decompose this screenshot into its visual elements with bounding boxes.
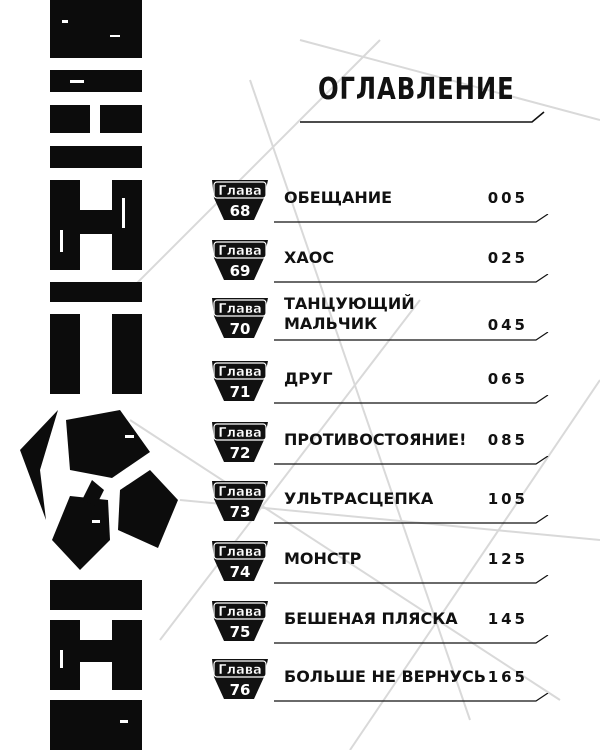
chapter-badge-label: Глава	[218, 244, 262, 259]
chapter-badge-icon	[210, 537, 270, 583]
chapter-badge-icon	[210, 655, 270, 701]
chapter-badge-label: Глава	[218, 302, 262, 317]
chapter-badge-icon	[210, 418, 270, 464]
entry-underline	[274, 515, 550, 525]
chapter-entry[interactable]	[210, 597, 550, 643]
chapter-page-number: 025	[487, 249, 528, 267]
title-underline	[300, 110, 545, 124]
chapter-title: УЛЬТРАСЦЕПКА	[284, 489, 434, 508]
chapter-number: 76	[229, 681, 251, 699]
chapter-badge-label: Глава	[218, 426, 262, 441]
chapter-title: ТАНЦУЮЩИЙ МАЛЬЧИК	[284, 294, 415, 333]
chapter-title: ПРОТИВОСТОЯНИЕ!	[284, 430, 467, 449]
chapter-page-number: 125	[487, 550, 528, 568]
chapter-title: ХАОС	[284, 248, 335, 267]
chapter-badge-label: Глава	[218, 663, 262, 678]
chapter-number: 73	[229, 503, 251, 521]
chapter-title: БЕШЕНАЯ ПЛЯСКА	[284, 609, 458, 628]
entry-underline	[274, 332, 550, 342]
chapter-number: 75	[229, 623, 251, 641]
chapter-entry[interactable]	[210, 357, 550, 403]
chapter-entry[interactable]	[210, 655, 550, 701]
chapter-entry[interactable]	[210, 537, 550, 583]
chapter-page-number: 165	[487, 668, 528, 686]
chapter-number: 72	[229, 444, 251, 462]
entry-underline	[274, 456, 550, 466]
chapter-badge-icon	[210, 357, 270, 403]
chapter-entry[interactable]	[210, 176, 550, 222]
chapter-number: 74	[229, 563, 251, 581]
entry-underline	[274, 274, 550, 284]
chapter-entry[interactable]	[210, 294, 550, 340]
chapter-entry[interactable]	[210, 418, 550, 464]
chapter-number: 68	[229, 202, 251, 220]
chapter-entry[interactable]	[210, 477, 550, 523]
chapter-badge-label: Глава	[218, 485, 262, 500]
entry-underline	[274, 693, 550, 703]
chapter-title: ОБЕЩАНИЕ	[284, 188, 393, 207]
chapter-number: 71	[229, 383, 251, 401]
chapter-badge-label: Глава	[218, 365, 262, 380]
chapter-badge-icon	[210, 477, 270, 523]
chapter-page-number: 005	[487, 189, 528, 207]
chapter-badge-icon	[210, 236, 270, 282]
chapter-badge-icon	[210, 294, 270, 340]
chapter-badge-label: Глава	[218, 184, 262, 199]
entry-underline	[274, 635, 550, 645]
chapter-badge-icon	[210, 176, 270, 222]
chapter-title: МОНСТР	[284, 549, 362, 568]
chapter-entry[interactable]	[210, 236, 550, 282]
chapter-page-number: 085	[487, 431, 528, 449]
chapter-title: ДРУГ	[284, 369, 333, 388]
chapter-title: БОЛЬШЕ НЕ ВЕРНУСЬ	[284, 667, 486, 686]
chapter-number: 69	[229, 262, 251, 280]
chapter-badge-icon	[210, 597, 270, 643]
page-title: ОГЛАВЛЕНИЕ	[318, 72, 515, 107]
entry-underline	[274, 575, 550, 585]
chapter-badge-label: Глава	[218, 605, 262, 620]
chapter-page-number: 065	[487, 370, 528, 388]
chapter-badge-label: Глава	[218, 545, 262, 560]
chapter-page-number: 045	[487, 316, 528, 334]
chapter-page-number: 145	[487, 610, 528, 628]
entry-underline	[274, 214, 550, 224]
chapter-number: 70	[229, 320, 251, 338]
entry-underline	[274, 395, 550, 405]
chapter-page-number: 105	[487, 490, 528, 508]
